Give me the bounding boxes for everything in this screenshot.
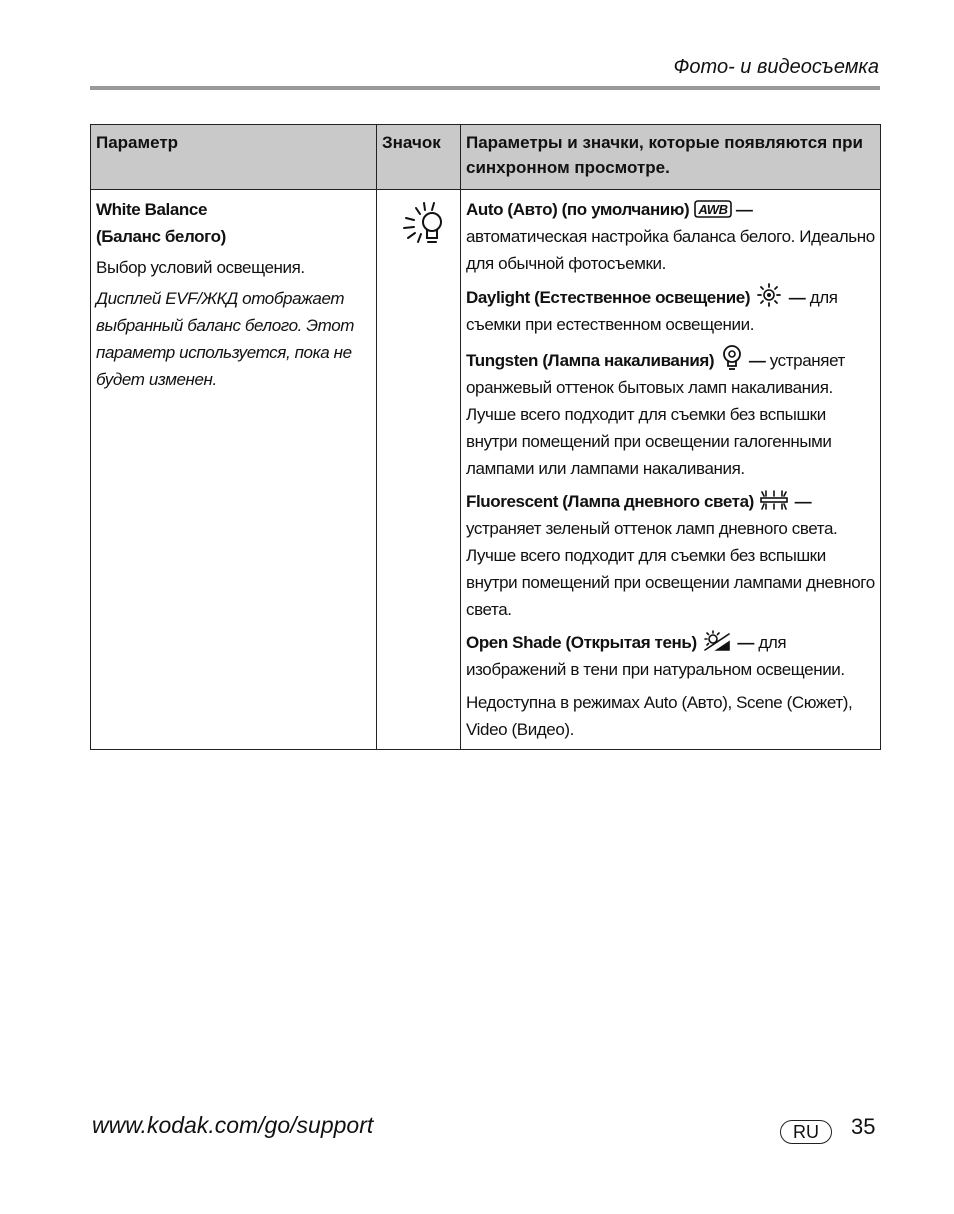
header-param: Параметр (91, 125, 377, 190)
header-values: Параметры и значки, которые появляются при синхронном просмотре. (461, 125, 881, 190)
option-title: Auto (Авто) (по умолчанию) (466, 200, 690, 219)
param-description: Выбор условий освещения. (96, 258, 305, 277)
awb-icon (694, 199, 732, 219)
header-divider (90, 86, 880, 90)
option-title: Fluorescent (Лампа дневного света) (466, 492, 754, 511)
bulb-icon (719, 344, 745, 370)
param-note: Дисплей EVF/ЖКД отображает выбранный баланс белого. Этот параметр используется, пока не будет изменен. (96, 289, 355, 389)
option-tungsten (466, 344, 875, 482)
availability-note: Недоступна в режимах Auto (Авто), Scene (Сюжет), Video (Видео). (466, 693, 853, 739)
option-text: устраняет оранжевый оттенок бытовых ламп накаливания. Лучше всего подходит для съемки без вспышки внутри помещений при освещении галогенными лампами или лампами накаливания. (466, 351, 845, 478)
param-name-ru: (Баланс белого) (96, 227, 226, 246)
language-badge: RU (780, 1120, 832, 1144)
option-auto (466, 196, 875, 277)
fluorescent-icon (758, 489, 790, 511)
option-text: автоматическая настройка баланса белого. Идеально для обычной фотосъемки. (466, 227, 875, 273)
white-balance-bulb-icon (398, 200, 452, 246)
option-dash: — (735, 200, 753, 219)
option-daylight (466, 283, 875, 338)
sun-icon (754, 283, 784, 307)
option-open-shade (466, 629, 875, 683)
table-header-row (91, 125, 881, 190)
page-number: 35 (851, 1114, 876, 1139)
option-fluorescent (466, 488, 875, 623)
option-text: для съемки при естественном освещении. (466, 288, 838, 334)
param-cell (91, 190, 377, 750)
option-dash: — (788, 288, 806, 307)
section-title: Фото- и видеосъемка (673, 56, 879, 78)
table-row (91, 190, 881, 750)
parameter-table (90, 124, 881, 750)
option-title: Daylight (Естественное освещение) (466, 288, 751, 307)
option-title: Tungsten (Лампа накаливания) (466, 351, 715, 370)
option-dash: — (737, 633, 754, 652)
support-url: www.kodak.com/go/support (92, 1112, 374, 1138)
option-title: Open Shade (Открытая тень) (466, 633, 697, 652)
header-icon: Значок (377, 125, 461, 190)
option-text: для изображений в тени при натуральном освещении. (466, 633, 845, 679)
param-name: White Balance (96, 200, 207, 219)
values-cell (461, 190, 881, 750)
svg-text:AWB: AWB (698, 202, 728, 217)
option-text: устраняет зеленый оттенок ламп дневного света. Лучше всего подходит для съемки без вспышки внутри помещений при освещении лампами дневного света. (466, 519, 875, 619)
open-shade-icon (701, 630, 733, 652)
option-dash: — (794, 492, 812, 511)
icon-cell (377, 190, 461, 750)
option-dash: — (748, 351, 766, 370)
